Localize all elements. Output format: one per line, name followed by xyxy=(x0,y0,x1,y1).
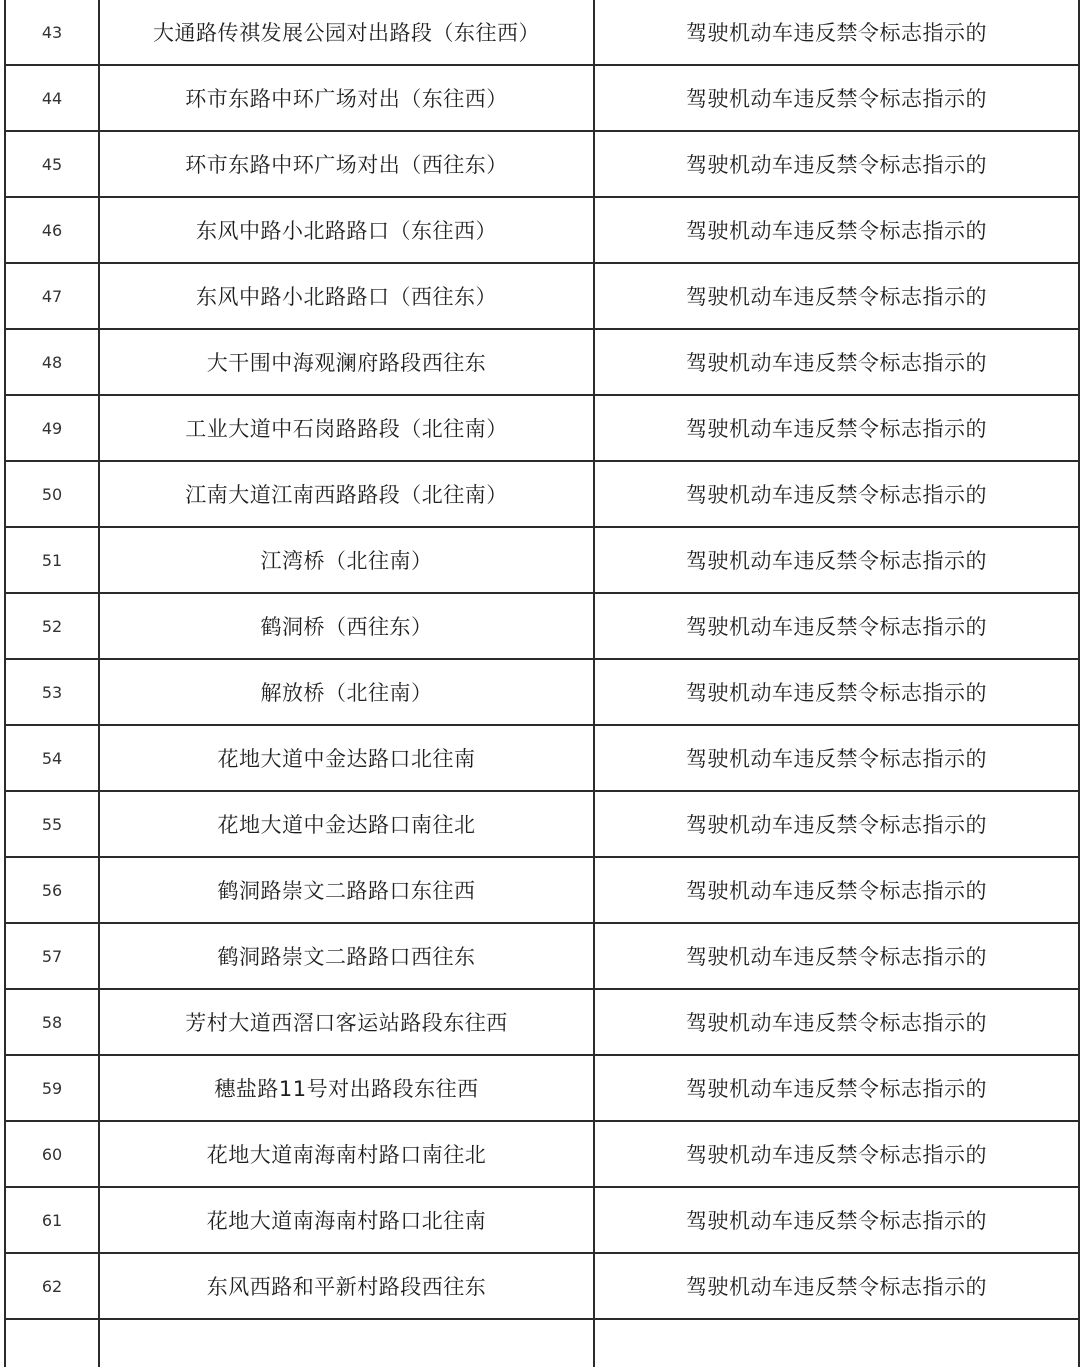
violation-cell: 驾驶机动车违反禁令标志指示的 xyxy=(594,0,1079,65)
location-cell: 东风中路小北路路口（西往东） xyxy=(99,263,594,329)
table-row xyxy=(5,593,1079,659)
row-number-cell: 52 xyxy=(5,593,99,659)
violation-cell: 驾驶机动车违反禁令标志指示的 xyxy=(594,197,1079,263)
location-cell: 花地大道中金达路口北往南 xyxy=(99,725,594,791)
location-cell: 东风中路小北路路口（东往西） xyxy=(99,197,594,263)
table-row xyxy=(5,1187,1079,1253)
row-number-cell: 57 xyxy=(5,923,99,989)
violation-cell: 驾驶机动车违反禁令标志指示的 xyxy=(594,527,1079,593)
table-row xyxy=(5,725,1079,791)
table-row xyxy=(5,923,1079,989)
violation-cell: 驾驶机动车违反禁令标志指示的 xyxy=(594,131,1079,197)
violation-cell: 驾驶机动车违反禁令标志指示的 xyxy=(594,725,1079,791)
location-cell: 花地大道中金达路口南往北 xyxy=(99,791,594,857)
location-cell: 鹤洞路崇文二路路口东往西 xyxy=(99,857,594,923)
table-row xyxy=(5,1055,1079,1121)
violation-cell: 驾驶机动车违反禁令标志指示的 xyxy=(594,1253,1079,1319)
location-cell: 大干围中海观澜府路段西往东 xyxy=(99,329,594,395)
row-number-cell: 55 xyxy=(5,791,99,857)
table-row xyxy=(5,527,1079,593)
table-row xyxy=(5,395,1079,461)
table-row xyxy=(5,263,1079,329)
violation-cell xyxy=(594,1319,1079,1367)
table-row xyxy=(5,857,1079,923)
table-row xyxy=(5,791,1079,857)
location-cell xyxy=(99,1319,594,1367)
location-cell: 工业大道中石岗路路段（北往南） xyxy=(99,395,594,461)
table-row-partial xyxy=(5,1319,1079,1367)
violation-cell: 驾驶机动车违反禁令标志指示的 xyxy=(594,329,1079,395)
row-number-cell: 62 xyxy=(5,1253,99,1319)
row-number-cell: 43 xyxy=(5,0,99,65)
table-row xyxy=(5,0,1079,65)
row-number-cell: 54 xyxy=(5,725,99,791)
location-cell: 鹤洞桥（西往东） xyxy=(99,593,594,659)
violation-cell: 驾驶机动车违反禁令标志指示的 xyxy=(594,65,1079,131)
row-number-cell: 53 xyxy=(5,659,99,725)
row-number-cell: 60 xyxy=(5,1121,99,1187)
violation-cell: 驾驶机动车违反禁令标志指示的 xyxy=(594,461,1079,527)
location-cell: 解放桥（北往南） xyxy=(99,659,594,725)
violation-cell: 驾驶机动车违反禁令标志指示的 xyxy=(594,1121,1079,1187)
violation-cell: 驾驶机动车违反禁令标志指示的 xyxy=(594,791,1079,857)
row-number-cell: 61 xyxy=(5,1187,99,1253)
violation-cell: 驾驶机动车违反禁令标志指示的 xyxy=(594,1187,1079,1253)
location-cell: 江湾桥（北往南） xyxy=(99,527,594,593)
row-number-cell: 47 xyxy=(5,263,99,329)
table-row xyxy=(5,659,1079,725)
row-number-cell xyxy=(5,1319,99,1367)
table-row xyxy=(5,131,1079,197)
table-row xyxy=(5,1253,1079,1319)
violation-locations-table xyxy=(4,0,1080,1367)
location-cell: 江南大道江南西路路段（北往南） xyxy=(99,461,594,527)
table-row xyxy=(5,989,1079,1055)
row-number-cell: 49 xyxy=(5,395,99,461)
location-cell: 东风西路和平新村路段西往东 xyxy=(99,1253,594,1319)
table-row xyxy=(5,65,1079,131)
row-number-cell: 51 xyxy=(5,527,99,593)
violation-cell: 驾驶机动车违反禁令标志指示的 xyxy=(594,593,1079,659)
location-cell: 芳村大道西滘口客运站路段东往西 xyxy=(99,989,594,1055)
row-number-cell: 46 xyxy=(5,197,99,263)
location-cell: 环市东路中环广场对出（东往西） xyxy=(99,65,594,131)
table-row xyxy=(5,197,1079,263)
row-number-cell: 48 xyxy=(5,329,99,395)
row-number-cell: 59 xyxy=(5,1055,99,1121)
violation-cell: 驾驶机动车违反禁令标志指示的 xyxy=(594,857,1079,923)
violation-cell: 驾驶机动车违反禁令标志指示的 xyxy=(594,263,1079,329)
row-number-cell: 58 xyxy=(5,989,99,1055)
location-cell: 花地大道南海南村路口南往北 xyxy=(99,1121,594,1187)
table-row xyxy=(5,1121,1079,1187)
row-number-cell: 56 xyxy=(5,857,99,923)
violation-cell: 驾驶机动车违反禁令标志指示的 xyxy=(594,989,1079,1055)
violation-cell: 驾驶机动车违反禁令标志指示的 xyxy=(594,395,1079,461)
location-cell: 花地大道南海南村路口北往南 xyxy=(99,1187,594,1253)
violation-cell: 驾驶机动车违反禁令标志指示的 xyxy=(594,659,1079,725)
violation-cell: 驾驶机动车违反禁令标志指示的 xyxy=(594,1055,1079,1121)
location-cell: 穗盐路11号对出路段东往西 xyxy=(99,1055,594,1121)
row-number-cell: 45 xyxy=(5,131,99,197)
location-cell: 大通路传祺发展公园对出路段（东往西） xyxy=(99,0,594,65)
table-body xyxy=(5,0,1079,1367)
table-row xyxy=(5,329,1079,395)
violation-cell: 驾驶机动车违反禁令标志指示的 xyxy=(594,923,1079,989)
table-row xyxy=(5,461,1079,527)
row-number-cell: 44 xyxy=(5,65,99,131)
location-cell: 鹤洞路崇文二路路口西往东 xyxy=(99,923,594,989)
row-number-cell: 50 xyxy=(5,461,99,527)
location-cell: 环市东路中环广场对出（西往东） xyxy=(99,131,594,197)
